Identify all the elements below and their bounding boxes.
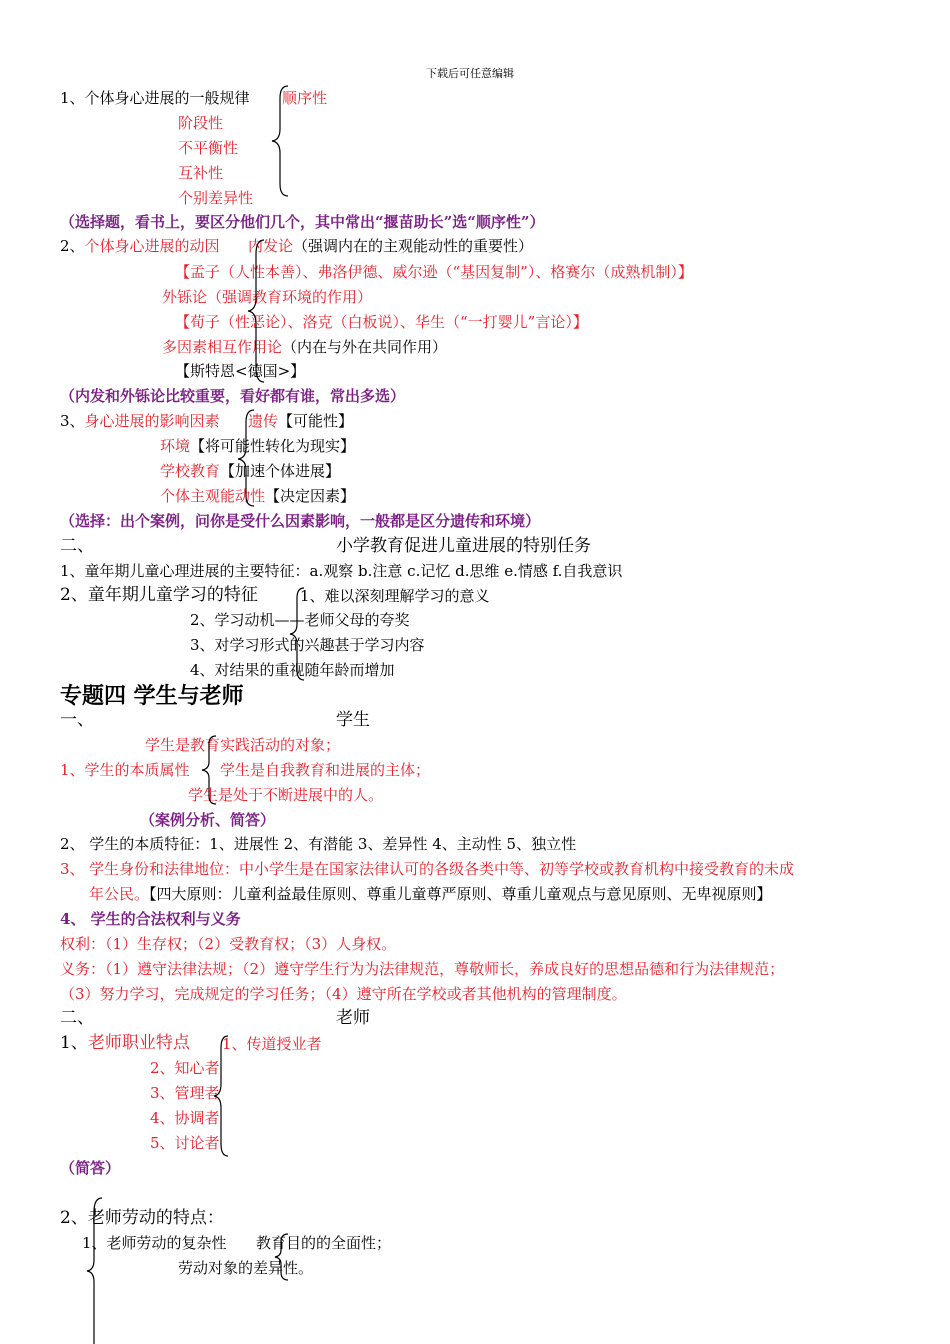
brace-icon [288, 586, 310, 682]
s3-item: 个体主观能动性【决定因素】 [160, 487, 356, 505]
brace-icon [272, 1232, 292, 1282]
status-line1: 学生身份和法律地位：中小学生是在国家法律认可的各级各类中等、初等学校或教育机构中接受教育的未成 [89, 860, 795, 878]
s1-item: 顺序性 [282, 89, 328, 107]
s3-item: 学校教育【加速个体进展】 [160, 462, 341, 480]
part2-item: 3、对学习形式的兴趣甚于学习内容 [190, 636, 425, 654]
teacher-labor-sub: 劳动对象的差异性。 [178, 1259, 314, 1277]
s1-item: 个别差异性 [178, 189, 254, 207]
teacher-labor-item: 1、老师劳动的复杂性 [82, 1234, 227, 1252]
part2-item: 2、学习动机——老师父母的夸奖 [190, 611, 410, 629]
nature-label: 1、学生的本质属性 [60, 761, 190, 779]
s2-dy-people: 【斯特恩<德国>】 [175, 362, 306, 380]
nature-item: 学生是处于不断进展中的人。 [188, 786, 384, 804]
s1-item: 不平衡性 [178, 139, 239, 157]
teacher-feat-heading: 1、老师职业特点 [60, 1033, 190, 1053]
part2-title: 小学教育促进儿童进展的特别任务 [336, 536, 591, 556]
brace-icon [210, 1034, 232, 1158]
s3-item: 遗传【可能性】 [248, 412, 354, 430]
s2-nf-people: 【孟子（人性本善）、弗洛伊德、威尔逊（“基因复制”）、格赛尔（成熟机制）】 [175, 263, 693, 281]
duties-line1: 义务：（1）遵守法律法规；（2）遵守学生行为为法律规范，尊敬师长，养成良好的思想品德和行为法律规范； [60, 960, 785, 978]
topic4-title: 专题四 学生与老师 [60, 684, 244, 709]
teacher-feat-item: 1、传道授业者 [222, 1035, 322, 1053]
nature-item: 学生是教育实践活动的对象； [145, 736, 341, 754]
teacher-labor-sub: 教育目的的全面性； [256, 1234, 392, 1252]
topic4-sec1-title: 学生 [336, 710, 370, 730]
s2-note: （内发和外铄论比较重要，看好都有谁，常出多选） [60, 387, 406, 405]
teacher-feat-item: 4、协调者 [150, 1109, 220, 1127]
teacher-feat-note: （简答） [60, 1159, 121, 1177]
brace-icon [198, 734, 220, 806]
status-line2: 年公民。【四大原则：儿童利益最佳原则、尊重儿童尊严原则、尊重儿童观点与意见原则、无卑视原则】 [89, 885, 772, 903]
part2-l1: 1、童年期儿童心理进展的主要特征：a.观察 b.注意 c.记忆 d.思维 e.情感 f.自我意识 [60, 562, 623, 580]
status-num: 3、 [60, 860, 85, 878]
brace-icon [268, 84, 292, 198]
topic4-sec2-title: 老师 [336, 1008, 370, 1028]
nature-item: 学生是自我教育和进展的主体； [220, 761, 431, 779]
brace-icon [84, 1196, 106, 1344]
part2-num: 二、 [60, 536, 94, 556]
teacher-feat-item: 3、管理者 [150, 1084, 220, 1102]
s2-ws-people: 【荀子（性恶论）、洛克（白板说）、华生（“一打婴儿”言论）】 [175, 313, 588, 331]
brace-icon [246, 236, 270, 386]
s2-nf: 内发论（强调内在的主观能动性的重要性） [248, 237, 534, 255]
brace-icon [236, 408, 260, 508]
teacher-feat-item: 5、讨论者 [150, 1134, 220, 1152]
s2-heading: 2、个体身心进展的动因 [60, 237, 220, 255]
part2-item: 4、对结果的重视随年龄而增加 [190, 661, 395, 679]
nature-note: （案例分析、简答） [140, 811, 276, 829]
s2-dy: 多因素相互作用论（内在与外在共同作用） [162, 338, 448, 356]
part2-l2: 2、童年期儿童学习的特征 [60, 585, 258, 605]
s1-heading: 1、个体身心进展的一般规律 [60, 89, 250, 107]
topic4-sec2-num: 二、 [60, 1008, 94, 1028]
s1-item: 阶段性 [178, 114, 224, 132]
part2-item: 1、难以深刻理解学习的意义 [300, 587, 490, 605]
teacher-labor-heading: 2、老师劳动的特点： [60, 1208, 224, 1228]
topic4-sec1-num: 一、 [60, 710, 94, 730]
teacher-feat-item: 2、知心者 [150, 1059, 220, 1077]
s3-heading: 3、身心进展的影响因素 [60, 412, 220, 430]
s3-note: （选择：出个案例，问你是受什么因素影响，一般都是区分遗传和环境） [60, 512, 541, 530]
s2-ws: 外铄论（强调教育环境的作用） [162, 288, 373, 306]
s1-note: （选择题，看书上，要区分他们几个，其中常出“揠苗助长”选“顺序性”） [60, 213, 545, 231]
s3-item: 环境【将可能性转化为现实】 [160, 437, 356, 455]
s1-item: 互补性 [178, 164, 224, 182]
page-header: 下载后可任意编辑 [426, 67, 514, 80]
duties-line2: （3）努力学习，完成规定的学习任务；（4）遵守所在学校或者其他机构的管理制度。 [60, 985, 627, 1003]
student-feat: 2、 学生的本质特征：1、进展性 2、有潜能 3、差异性 4、主动性 5、独立性 [60, 835, 577, 853]
rights-head: 4、 学生的合法权利与义务 [60, 910, 241, 928]
rights: 权利：（1）生存权；（2）受教育权；（3）人身权。 [60, 935, 397, 953]
